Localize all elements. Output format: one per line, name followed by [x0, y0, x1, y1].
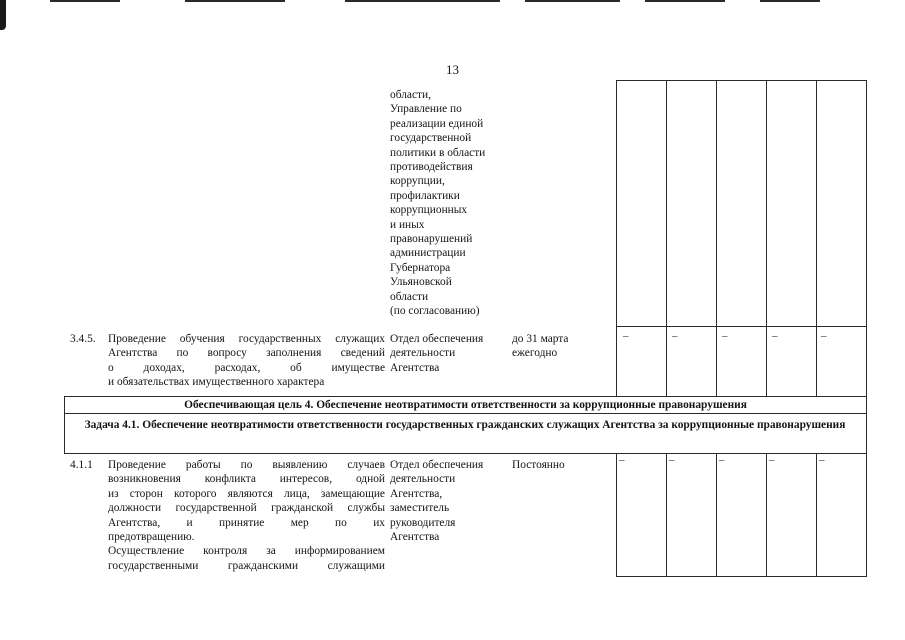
executor-line: Ульяновской	[390, 276, 452, 289]
deadline-cell: до 31 марта ежегодно	[512, 333, 569, 360]
executor-line: профилактики	[390, 189, 460, 202]
action-line: из сторон которого являются лица, замещающие	[108, 487, 385, 500]
row-number: 3.4.5.	[70, 333, 96, 345]
table-grid-line	[616, 576, 867, 577]
table-grid-line	[616, 80, 617, 396]
executor-line: администрации	[390, 247, 466, 260]
funding-cell: –	[619, 454, 625, 466]
action-line: Проведение обучения государственных служащих	[108, 333, 385, 345]
executor-line: и иных	[390, 218, 425, 231]
table-grid-line	[716, 453, 717, 576]
executor-line: Губернатора	[390, 261, 451, 274]
table-grid-line	[866, 453, 867, 576]
executor-line: противодействия	[390, 161, 473, 173]
scan-top-mark	[345, 0, 500, 2]
action-line: и обязательствах имущественного характера	[108, 376, 325, 389]
table-grid-line	[866, 80, 867, 396]
executor-cell: Отдел обеспечения деятельности Агентства	[390, 333, 484, 374]
table-grid-line	[616, 453, 617, 576]
table-grid-line	[716, 80, 717, 396]
funding-cell: –	[772, 330, 778, 342]
action-line: Агентства по вопросу заполнения сведений	[108, 347, 385, 360]
row-number: 4.1.1	[70, 459, 93, 471]
action-line: предотвращению.	[108, 531, 195, 543]
table-grid-line	[64, 453, 867, 454]
scan-top-mark	[760, 0, 820, 2]
deadline-cell: Постоянно	[512, 459, 565, 471]
table-grid-line	[64, 396, 867, 397]
action-line: о доходах, расходах, об имуществе	[108, 361, 385, 374]
scan-top-mark	[185, 0, 285, 2]
executor-line: области,	[390, 89, 431, 101]
table-grid-line	[616, 326, 867, 327]
funding-cell: –	[669, 454, 675, 466]
table-grid-line	[766, 453, 767, 576]
table-grid-line	[666, 80, 667, 396]
funding-cell: –	[769, 454, 775, 466]
action-line: Агентства, и принятие мер по их	[108, 516, 385, 529]
funding-cell: –	[819, 454, 825, 466]
executor-line: реализации единой	[390, 117, 484, 130]
executor-line: Управление по	[390, 103, 462, 116]
table-grid-line	[666, 453, 667, 576]
table-grid-line	[616, 80, 867, 81]
goal-heading: Обеспечивающая цель 4. Обеспечение неотвратимости ответственности за коррупционные правонарушения	[184, 399, 747, 411]
executor-line: политики в области	[390, 146, 486, 159]
action-line: должности государственной гражданской службы	[108, 502, 385, 515]
scan-edge-mark	[0, 0, 6, 30]
executor-line: коррупции,	[390, 175, 445, 188]
executor-line: государственной	[390, 132, 472, 145]
scan-top-mark	[50, 0, 120, 2]
action-line: Осуществление контроля за информированием	[108, 545, 385, 558]
executor-line: правонарушений	[390, 233, 473, 245]
executor-line: области	[390, 290, 429, 303]
action-line: возникновения конфликта интересов, одной	[108, 473, 385, 486]
funding-cell: –	[719, 454, 725, 466]
funding-cell: –	[672, 330, 678, 342]
table-grid-line	[64, 413, 867, 414]
executor-cell: Отдел обеспечения деятельности Агентства, заместитель руководителя Агентства	[390, 459, 484, 544]
funding-cell: –	[623, 330, 629, 342]
executor-line: коррупционных	[390, 204, 468, 217]
funding-cell: –	[722, 330, 728, 342]
funding-cell: –	[821, 330, 827, 342]
task-heading: Задача 4.1. Обеспечение неотвратимости ответственности государственных гражданских служащих Агентства за коррупционные правонарушения	[84, 419, 846, 431]
action-line: государственными гражданскими служащими	[108, 559, 385, 572]
scan-top-mark	[645, 0, 725, 2]
scan-top-mark	[525, 0, 620, 2]
action-line: Проведение работы по выявлению случаев	[108, 459, 385, 471]
page-number: 13	[446, 62, 459, 77]
table-grid-line	[816, 80, 817, 396]
executor-line: (по согласованию)	[390, 305, 480, 317]
table-grid-line	[766, 80, 767, 396]
table-grid-line	[816, 453, 817, 576]
